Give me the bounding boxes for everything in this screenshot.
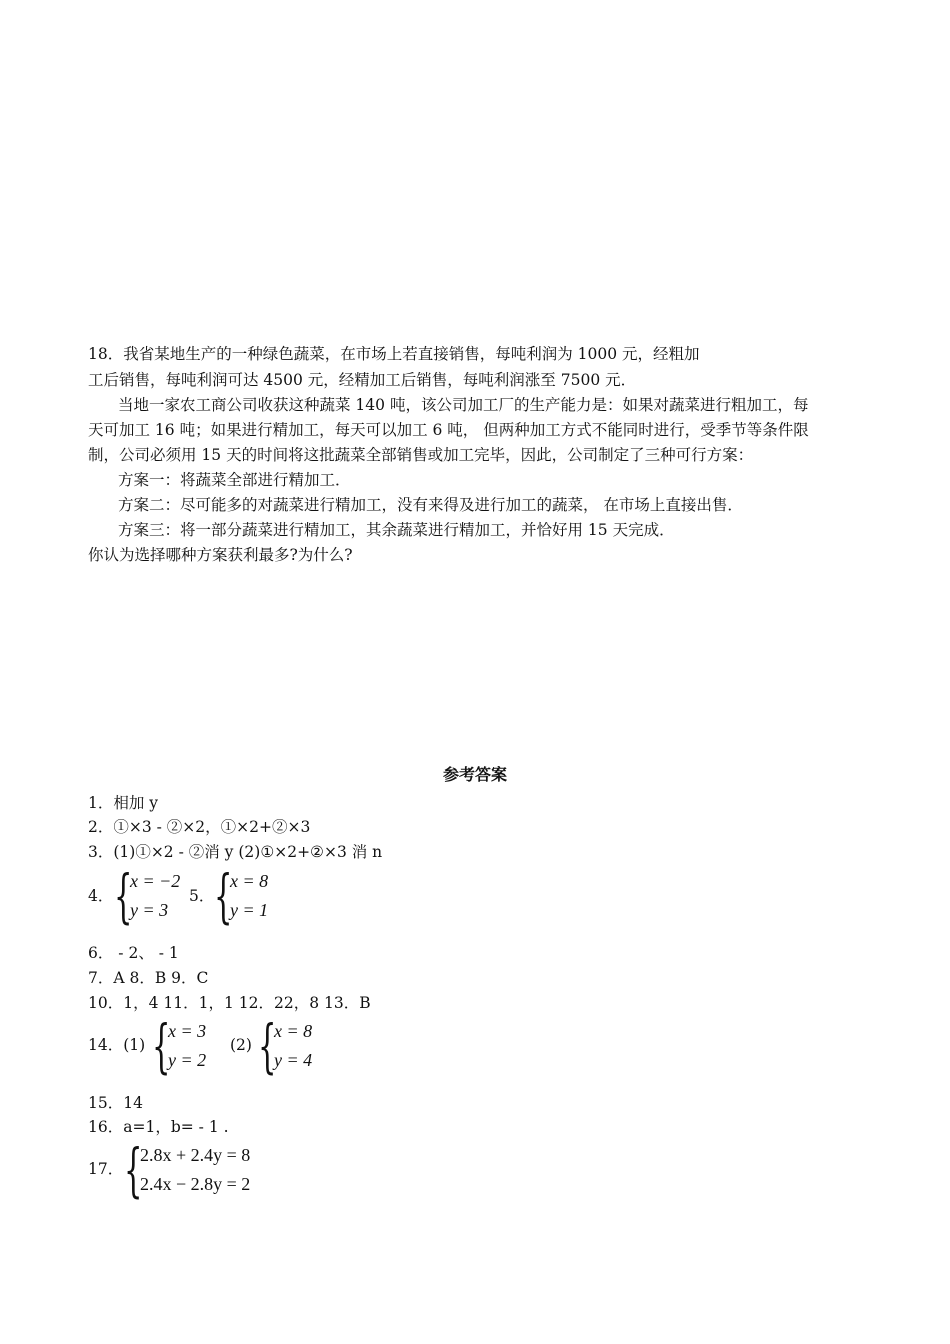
answer-4-label: 4． bbox=[88, 887, 114, 905]
answer-2: 2．①×3 - ②×2，①×2+②×3 bbox=[88, 818, 311, 836]
answer-10-13: 10．1，4 11．1，1 12．22，8 13．B bbox=[88, 994, 371, 1012]
problem-line-4: 天可加工 16 吨；如果进行精加工，每天可以加工 6 吨， 但两种加工方式不能同时进行，受季节等条件限 bbox=[88, 421, 809, 439]
answer-14-1-eq1: x = 3 bbox=[168, 1021, 207, 1041]
answer-17-eq1: 2.8x + 2.4y = 8 bbox=[140, 1145, 251, 1165]
answer-14-2-eq2: y = 4 bbox=[274, 1050, 313, 1070]
plan-3: 方案三：将一部分蔬菜进行精加工，其余蔬菜进行精加工，并恰好用 15 天完成． bbox=[118, 521, 675, 539]
answer-7-9: 7．A 8．B 9．C bbox=[88, 969, 209, 987]
answer-15: 15．14 bbox=[88, 1094, 143, 1112]
question: 你认为选择哪种方案获利最多?为什么? bbox=[88, 546, 353, 564]
problem-line-2: 工后销售，每吨利润可达 4500 元，经精加工后销售，每吨利润涨至 7500 元． bbox=[88, 371, 637, 389]
answer-4-system bbox=[114, 862, 181, 930]
brace-icon: { bbox=[124, 1136, 143, 1204]
answer-17-eq2: 2.4x − 2.8y = 2 bbox=[140, 1174, 251, 1194]
brace-icon: { bbox=[214, 862, 233, 930]
problem-line-3: 当地一家农工商公司收获这种蔬菜 140 吨，该公司加工厂的生产能力是：如果对蔬菜进行粗加工，每 bbox=[118, 396, 809, 414]
answer-5-label: 5． bbox=[189, 887, 215, 905]
answer-6: 6． - 2、 - 1 bbox=[88, 944, 179, 962]
answer-5-eq2: y = 1 bbox=[230, 900, 269, 920]
answer-5-system bbox=[214, 862, 269, 930]
brace-icon: { bbox=[152, 1012, 171, 1080]
problem-line-1: 18．我省某地生产的一种绿色蔬菜，在市场上若直接销售，每吨利润为 1000 元，经粗加 bbox=[88, 345, 700, 363]
answer-14-1-system bbox=[152, 1012, 207, 1080]
answer-16: 16．a=1，b= - 1 . bbox=[88, 1118, 229, 1136]
answer-17-label: 17． bbox=[88, 1160, 124, 1178]
answer-4-eq2: y = 3 bbox=[130, 900, 169, 920]
plan-2: 方案二：尽可能多的对蔬菜进行精加工，没有来得及进行加工的蔬菜， 在市场上直接出售． bbox=[118, 496, 743, 514]
answer-3: 3．(1)①×2 - ②消 y (2)①×2+②×3 消 n bbox=[88, 843, 383, 861]
brace-icon: { bbox=[258, 1012, 277, 1080]
answer-5-eq1: x = 8 bbox=[230, 871, 269, 891]
answer-17-system bbox=[124, 1136, 251, 1204]
problem-line-5: 制，公司必须用 15 天的时间将这批蔬菜全部销售或加工完毕，因此，公司制定了三种可行方案： bbox=[88, 446, 754, 464]
answer-14-1-eq2: y = 2 bbox=[168, 1050, 207, 1070]
answer-14-2-eq1: x = 8 bbox=[274, 1021, 313, 1041]
answer-4-eq1: x = −2 bbox=[130, 871, 181, 891]
plan-1: 方案一：将蔬菜全部进行精加工． bbox=[118, 471, 351, 489]
answer-14-label: 14．(1) bbox=[88, 1036, 146, 1054]
answer-14-label-2: (2) bbox=[230, 1036, 252, 1054]
brace-icon: { bbox=[114, 862, 133, 930]
answer-1: 1．相加 y bbox=[88, 794, 159, 812]
answers-title: 参考答案 bbox=[442, 765, 507, 784]
answer-14-2-system bbox=[258, 1012, 313, 1080]
